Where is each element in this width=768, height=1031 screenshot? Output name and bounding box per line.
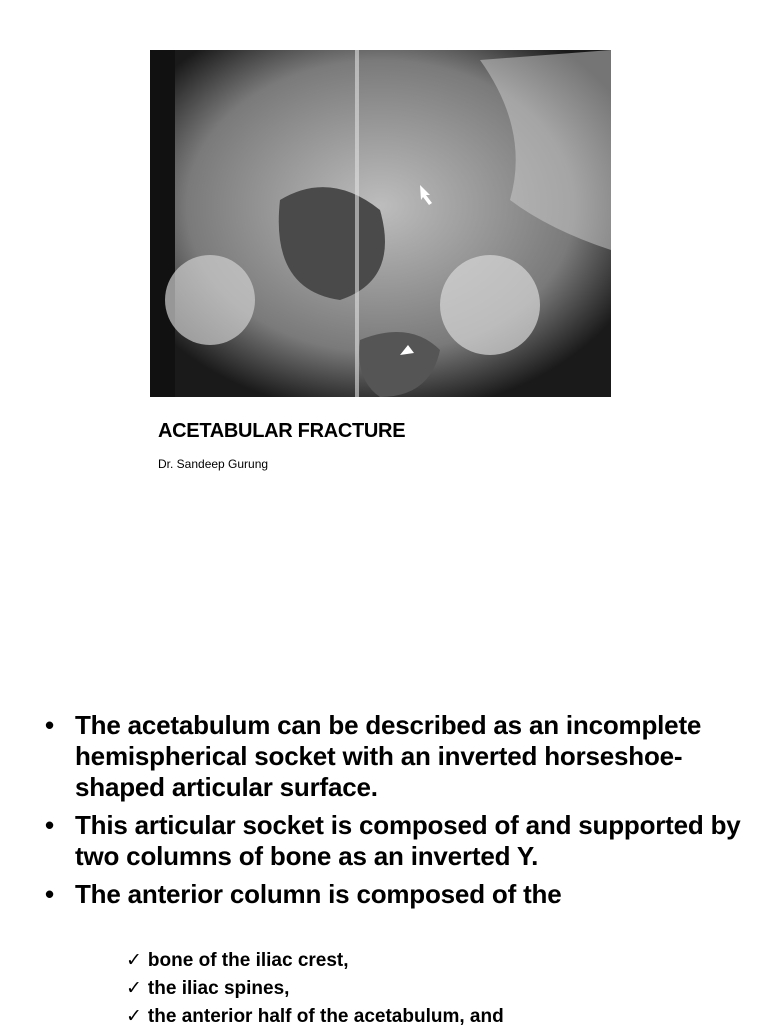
pelvis-xray-image bbox=[150, 50, 611, 397]
check-item: ✓ the anterior half of the acetabulum, and bbox=[126, 1006, 504, 1027]
checkmark-icon: ✓ bbox=[126, 950, 142, 971]
author-name: Dr. Sandeep Gurung bbox=[158, 457, 269, 471]
bullet-item: • The anterior column is composed of the bbox=[45, 879, 562, 909]
check-item: ✓ bone of the iliac crest, bbox=[126, 950, 349, 971]
checklist bbox=[126, 947, 504, 1031]
bullet-icon: • bbox=[45, 710, 54, 740]
slide-title: ACETABULAR FRACTURE bbox=[158, 420, 406, 442]
bullet-item: • This articular socket is composed of and supported by two columns of bone as an inverted Y. bbox=[45, 810, 741, 871]
bullet-icon: • bbox=[45, 810, 54, 840]
bullet-item: • The acetabulum can be described as an incomplete hemispherical socket with an inverted horseshoe-shaped articular surface. bbox=[45, 710, 702, 802]
checkmark-icon: ✓ bbox=[126, 1006, 142, 1027]
bullet-list bbox=[45, 710, 745, 917]
check-item: ✓ the iliac spines, bbox=[126, 978, 290, 999]
bullet-icon: • bbox=[45, 879, 54, 909]
checkmark-icon: ✓ bbox=[126, 978, 142, 999]
